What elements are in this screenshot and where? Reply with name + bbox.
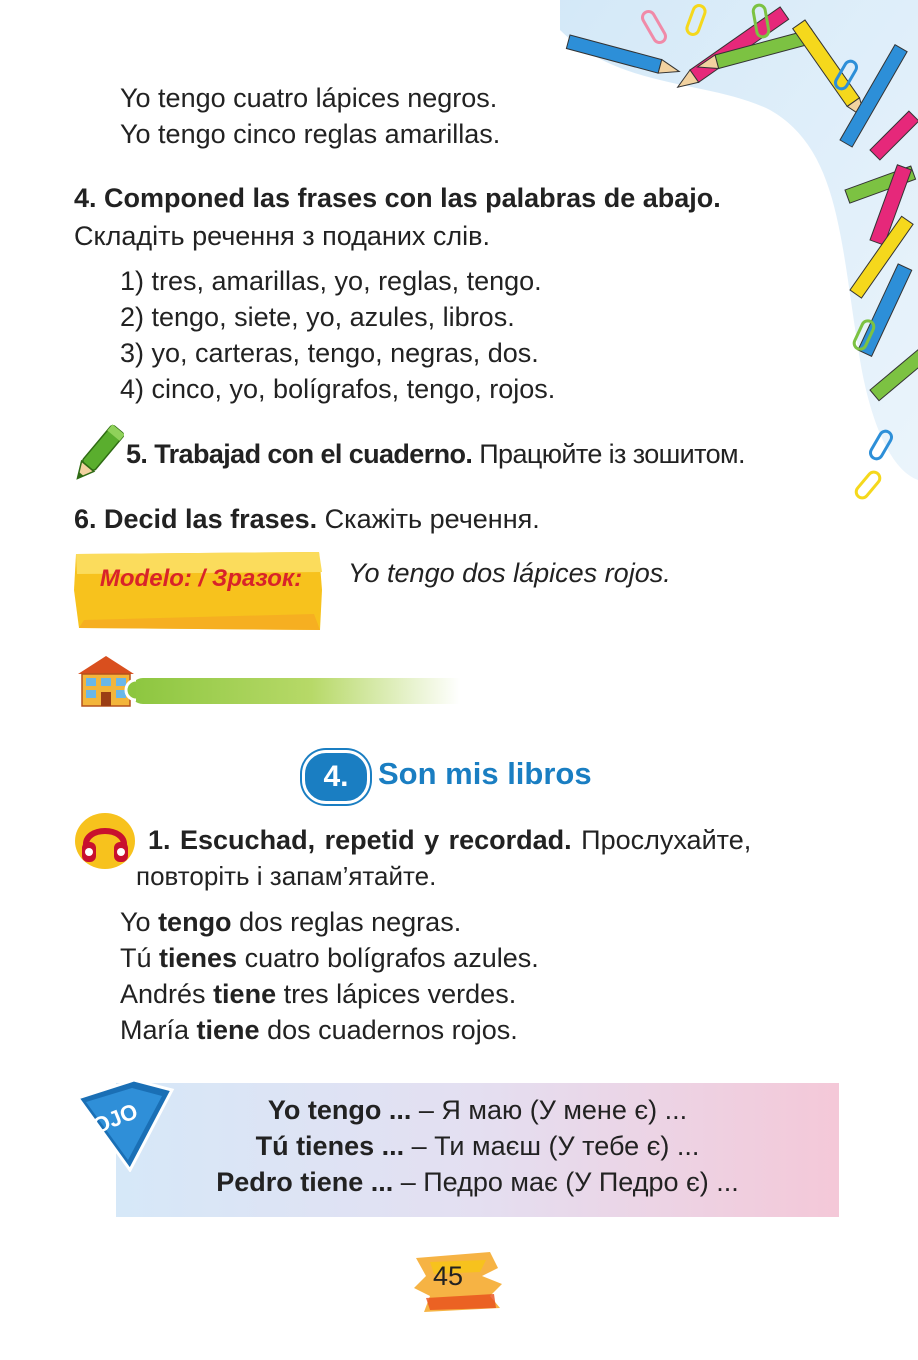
sentence-line: [120, 940, 539, 976]
ojo-badge-label: OJO: [88, 1098, 142, 1139]
grammar-line: [116, 1092, 839, 1128]
sentence-verb: tengo: [158, 907, 232, 937]
list-item: 4) cinco, yo, bolígrafos, tengo, rojos.: [120, 374, 556, 404]
grammar-translation: – Я маю (У мене є) ...: [411, 1095, 688, 1125]
sentence-rest: dos reglas negras.: [231, 907, 462, 937]
sentence-rest: dos cuadernos rojos.: [259, 1015, 518, 1045]
sentence-verb: tienes: [159, 943, 238, 973]
model-label: Modelo: / Зразок:: [99, 565, 303, 592]
grammar-line: [116, 1128, 839, 1164]
list-item: 1) tres, amarillas, yo, reglas, tengo.: [120, 266, 542, 296]
exercise-6-subtitle: Скажіть речення.: [324, 504, 540, 534]
exercise-1-row: [148, 822, 751, 858]
homework-bar: [130, 678, 460, 704]
pencil-icon: [72, 420, 124, 488]
sentence-rest: cuatro bolígrafos azules.: [237, 943, 539, 973]
grammar-translation: – Ти маєш (У тебе є) ...: [404, 1131, 700, 1161]
house-icon: [76, 654, 136, 708]
exercise-6-row: [74, 501, 540, 537]
sentence-subject: Yo: [120, 907, 159, 937]
sentence-line: Yo tengo cuatro lápices negros.: [120, 83, 498, 113]
list-item: 3) yo, carteras, tengo, negras, dos.: [120, 338, 539, 368]
model-sentence: Yo tengo dos lápices rojos.: [348, 558, 671, 588]
exercise-5-row: [126, 436, 745, 472]
grammar-phrase: Tú tienes ...: [255, 1131, 405, 1161]
sentence-subject: Tú: [120, 943, 160, 973]
exercise-1-subtitle-line2: повторіть і запам’ятайте.: [136, 861, 437, 891]
grammar-phrase: Yo tengo ...: [267, 1095, 412, 1125]
sentence-subject: Andrés: [120, 979, 214, 1009]
exercise-5-subtitle: Працюйте із зошитом.: [479, 439, 745, 469]
sentence-line: [120, 976, 516, 1012]
sentence-verb: tiene: [196, 1015, 260, 1045]
grammar-translation: – Педро має (У Педро є) ...: [393, 1167, 739, 1197]
grammar-phrase: Pedro tiene ...: [216, 1167, 394, 1197]
headphones-icon: [74, 812, 136, 870]
exercise-5-title: 5. Trabajad con el cuaderno.: [126, 439, 473, 469]
exercise-1-title: 1. Escuchad, repetid y recordad.: [148, 825, 572, 855]
page-number: 45: [432, 1261, 464, 1291]
exercise-4-subtitle: Складіть речення з поданих слів.: [74, 221, 491, 251]
sentence-rest: tres lápices verdes.: [276, 979, 517, 1009]
grammar-line: [116, 1164, 839, 1200]
sentence-verb: tiene: [213, 979, 277, 1009]
sentence-line: Yo tengo cinco reglas amarillas.: [120, 119, 501, 149]
sentence-line: [120, 1012, 518, 1048]
lesson-title: Son mis libros: [378, 756, 592, 791]
pencils-decoration: [540, 0, 918, 510]
sentence-line: [120, 904, 461, 940]
exercise-6-title: 6. Decid las frases.: [74, 504, 318, 534]
lesson-number-badge: 4.: [302, 750, 370, 804]
exercise-4-title: 4. Componed las frases con las palabras de abajo.: [74, 183, 721, 213]
sentence-subject: María: [120, 1015, 197, 1045]
exercise-1-subtitle: Прослухайте,: [581, 825, 752, 855]
list-item: 2) tengo, siete, yo, azules, libros.: [120, 302, 515, 332]
